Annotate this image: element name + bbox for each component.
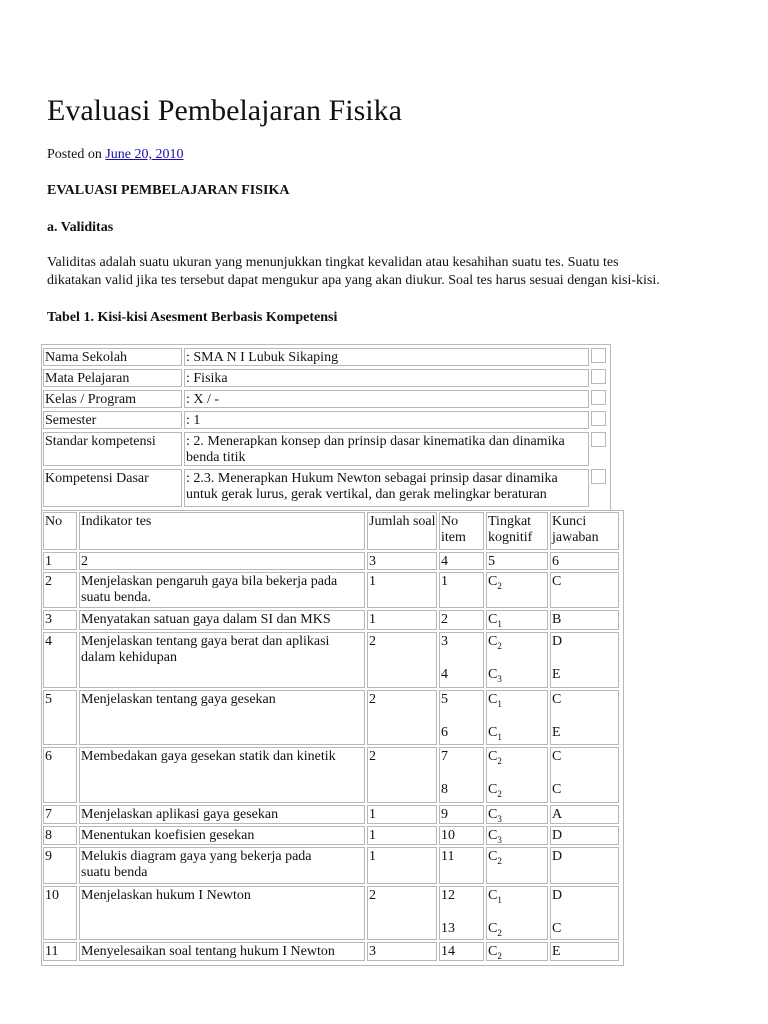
kunci-cell — [550, 747, 619, 803]
indikator-text: Menjelaskan pengaruh gaya bila bekerja pada — [81, 574, 338, 589]
item-cell — [439, 942, 484, 961]
kunci-jawaban: C — [552, 782, 562, 797]
kognitif-cell — [486, 610, 548, 630]
kognitif-subscript: 3 — [497, 813, 502, 824]
paragraph-line: dikatakan valid jika tes tersebut dapat mengukur apa yang akan diukur. Soal tes harus sesuai dengan kisi-kisi. — [47, 273, 660, 288]
info-value-cell — [184, 469, 589, 507]
header-text: No — [45, 514, 63, 529]
item-number: 12 — [441, 888, 455, 903]
header-cell — [79, 512, 365, 550]
info-label-cell — [43, 390, 182, 408]
item-cell — [439, 847, 484, 884]
row-number: 5 — [45, 692, 52, 707]
kognitif-letter: C — [488, 921, 498, 936]
row-number-cell — [43, 847, 77, 884]
indikator-text: Melukis diagram gaya yang bekerja pada — [81, 849, 312, 864]
indikator-text: Menjelaskan aplikasi gaya gesekan — [81, 807, 279, 822]
info-label-cell — [43, 432, 182, 466]
item-cell — [439, 886, 484, 940]
info-label-cell — [43, 369, 182, 387]
line-gap — [441, 765, 482, 782]
line-gap — [552, 904, 617, 921]
item-cell — [439, 632, 484, 688]
jumlah-cell — [367, 805, 437, 824]
kunci-cell — [550, 805, 619, 824]
header-cell — [439, 512, 484, 550]
kognitif-cell — [486, 826, 548, 845]
indikator-cell — [79, 847, 365, 884]
jumlah-cell — [367, 572, 437, 608]
row-number: 7 — [45, 807, 52, 822]
kognitif-level — [488, 749, 546, 765]
kunci-cell — [550, 942, 619, 961]
kognitif-level — [488, 612, 546, 628]
jumlah-cell — [367, 610, 437, 630]
jumlah-cell — [367, 632, 437, 688]
item-number: 4 — [441, 667, 448, 682]
header-text: Indikator tes — [81, 514, 152, 529]
post-meta — [47, 147, 184, 163]
validity-paragraph — [47, 254, 747, 290]
subsection-heading: a. Validitas — [47, 220, 114, 235]
jumlah-soal: 3 — [369, 554, 376, 569]
kognitif-level — [488, 692, 546, 708]
row-number: 9 — [45, 849, 52, 864]
kunci-jawaban: 6 — [552, 554, 559, 569]
indikator-text: Menyatakan satuan gaya dalam SI dan MKS — [81, 612, 331, 627]
kunci-cell — [550, 610, 619, 630]
kognitif-level — [488, 807, 546, 823]
kunci-cell — [550, 552, 619, 570]
kognitif-subscript: 2 — [497, 950, 502, 961]
indikator-cell — [79, 690, 365, 745]
indikator-text: Menjelaskan tentang gaya gesekan — [81, 692, 276, 707]
posted-prefix: Posted on — [47, 147, 102, 162]
row-number: 8 — [45, 828, 52, 843]
info-value-cell — [184, 348, 589, 366]
line-gap — [488, 708, 546, 725]
jumlah-soal: 1 — [369, 807, 376, 822]
info-value-cell — [184, 411, 589, 429]
item-cell — [439, 805, 484, 824]
row-number-cell — [43, 552, 77, 570]
posted-date-link[interactable]: June 20, 2010 — [105, 147, 184, 162]
jumlah-cell — [367, 690, 437, 745]
jumlah-soal: 1 — [369, 849, 376, 864]
info-empty-cell — [591, 469, 606, 484]
header-text: Kunci — [552, 514, 587, 529]
info-value: : X / - — [186, 392, 220, 407]
kognitif-letter: C — [488, 667, 498, 682]
item-number: 14 — [441, 944, 455, 959]
info-value: : SMA N I Lubuk Sikaping — [186, 350, 339, 365]
item-cell — [439, 690, 484, 745]
kognitif-level — [488, 828, 546, 844]
indikator-text: Menjelaskan hukum I Newton — [81, 888, 251, 903]
row-number: 6 — [45, 749, 52, 764]
indikator-cell — [79, 552, 365, 570]
item-cell — [439, 610, 484, 630]
kunci-jawaban: E — [552, 944, 561, 959]
row-number-cell — [43, 942, 77, 961]
paragraph-line: Validitas adalah suatu ukuran yang menunjukkan tingkat kevalidan atau kesahihan suatu tes. Suatu tes — [47, 255, 619, 270]
kognitif-letter: C — [488, 782, 498, 797]
kognitif-cell — [486, 572, 548, 608]
indikator-text: dalam kehidupan — [81, 650, 178, 665]
kognitif-level — [488, 888, 546, 904]
item-number: 8 — [441, 782, 448, 797]
info-value: : 2.3. Menerapkan Hukum Newton sebagai prinsip dasar dinamika — [186, 471, 558, 486]
table-caption: Tabel 1. Kisi-kisi Asesment Berbasis Kompetensi — [47, 310, 338, 325]
info-empty-cell — [591, 348, 606, 363]
header-cell — [43, 512, 77, 550]
header-cell — [486, 512, 548, 550]
header-text: kognitif — [488, 530, 533, 545]
kunci-cell — [550, 572, 619, 608]
kognitif-cell — [486, 886, 548, 940]
row-number-cell — [43, 632, 77, 688]
item-number: 4 — [441, 554, 448, 569]
jumlah-cell — [367, 552, 437, 570]
kunci-jawaban: C — [552, 749, 562, 764]
kognitif-subscript: 2 — [497, 855, 502, 866]
kognitif-subscript: 2 — [497, 755, 502, 766]
line-gap — [488, 650, 546, 667]
row-number: 10 — [45, 888, 59, 903]
indikator-cell — [79, 886, 365, 940]
kunci-jawaban: C — [552, 574, 562, 589]
post-title: Evaluasi Pembelajaran Fisika — [47, 94, 402, 127]
indikator-cell — [79, 747, 365, 803]
item-number: 10 — [441, 828, 455, 843]
info-value-cell — [184, 432, 589, 466]
item-cell — [439, 552, 484, 570]
info-value: untuk gerak lurus, gerak vertikal, dan gerak melingkar beraturan — [186, 487, 547, 502]
kognitif-letter: C — [488, 749, 498, 764]
kognitif-letter: C — [488, 612, 498, 627]
indikator-text: suatu benda. — [81, 590, 151, 605]
info-value: : 1 — [186, 413, 201, 428]
kognitif-subscript: 1 — [497, 894, 502, 905]
kognitif-level — [488, 782, 546, 798]
kunci-jawaban: E — [552, 667, 561, 682]
kunci-cell — [550, 847, 619, 884]
kognitif-letter: C — [488, 574, 498, 589]
kognitif-letter: C — [488, 692, 498, 707]
row-number: 2 — [45, 574, 52, 589]
kognitif-subscript: 1 — [497, 731, 502, 742]
kognitif-letter: C — [488, 828, 498, 843]
kunci-jawaban: C — [552, 921, 562, 936]
item-number: 7 — [441, 749, 448, 764]
info-value-cell — [184, 390, 589, 408]
kognitif-subscript: 1 — [497, 698, 502, 709]
kognitif-letter: C — [488, 807, 498, 822]
item-number: 2 — [441, 612, 448, 627]
competency-grid — [41, 510, 624, 966]
kognitif-level — [488, 921, 546, 937]
row-number-cell — [43, 690, 77, 745]
item-number: 11 — [441, 849, 455, 864]
row-number-cell — [43, 805, 77, 824]
header-text: No — [441, 514, 459, 529]
kognitif-cell — [486, 747, 548, 803]
jumlah-soal: 2 — [369, 749, 376, 764]
item-number: 1 — [441, 574, 448, 589]
kunci-jawaban: C — [552, 692, 562, 707]
info-empty-cell — [591, 411, 606, 426]
kunci-jawaban: A — [552, 807, 563, 822]
kognitif-level — [488, 944, 546, 960]
row-number: 1 — [45, 554, 52, 569]
info-table — [41, 344, 611, 511]
item-number: 3 — [441, 634, 448, 649]
kognitif-subscript: 1 — [497, 618, 502, 629]
kognitif-level — [488, 574, 546, 590]
jumlah-cell — [367, 942, 437, 961]
line-gap — [552, 650, 617, 667]
indikator-text: Menentukan koefisien gesekan — [81, 828, 255, 843]
header-cell — [367, 512, 437, 550]
info-label-cell — [43, 348, 182, 366]
kognitif-cell — [486, 632, 548, 688]
line-gap — [488, 765, 546, 782]
kognitif-cell — [486, 942, 548, 961]
info-label: Kelas / Program — [45, 392, 136, 407]
kognitif-letter: C — [488, 944, 498, 959]
kognitif-level — [488, 667, 546, 683]
info-empty-cell — [591, 390, 606, 405]
jumlah-soal: 1 — [369, 574, 376, 589]
header-cell — [550, 512, 619, 550]
kognitif-level — [488, 849, 546, 865]
kognitif-cell — [486, 690, 548, 745]
line-gap — [552, 765, 617, 782]
header-text: Tingkat — [488, 514, 532, 529]
indikator-cell — [79, 826, 365, 845]
kognitif-cell — [486, 847, 548, 884]
row-number: 4 — [45, 634, 52, 649]
line-gap — [441, 904, 482, 921]
kunci-jawaban: D — [552, 828, 563, 843]
kognitif-subscript: 2 — [497, 788, 502, 799]
item-number: 13 — [441, 921, 455, 936]
line-gap — [488, 904, 546, 921]
row-number-cell — [43, 747, 77, 803]
item-number: 6 — [441, 725, 448, 740]
kognitif-cell — [486, 805, 548, 824]
jumlah-soal: 1 — [369, 828, 376, 843]
indikator-cell — [79, 632, 365, 688]
info-label: Kompetensi Dasar — [45, 471, 149, 486]
kunci-cell — [550, 690, 619, 745]
info-label: Mata Pelajaran — [45, 371, 130, 386]
kognitif-letter: 5 — [488, 554, 495, 569]
row-number-cell — [43, 886, 77, 940]
info-label-cell — [43, 469, 182, 507]
kognitif-letter: C — [488, 888, 498, 903]
section-heading: EVALUASI PEMBELAJARAN FISIKA — [47, 183, 290, 198]
info-label: Nama Sekolah — [45, 350, 128, 365]
header-text: jawaban — [552, 530, 599, 545]
kognitif-subscript: 2 — [497, 927, 502, 938]
kognitif-subscript: 2 — [497, 640, 502, 651]
kunci-cell — [550, 886, 619, 940]
info-value: : 2. Menerapkan konsep dan prinsip dasar kinematika dan dinamika — [186, 434, 565, 449]
kognitif-letter: C — [488, 849, 498, 864]
header-text: Jumlah soal — [369, 514, 436, 529]
row-number: 3 — [45, 612, 52, 627]
kognitif-subscript: 2 — [497, 580, 502, 591]
jumlah-soal: 3 — [369, 944, 376, 959]
jumlah-soal: 2 — [369, 888, 376, 903]
kunci-jawaban: B — [552, 612, 562, 627]
item-cell — [439, 826, 484, 845]
jumlah-cell — [367, 847, 437, 884]
indikator-text: Menyelesaikan soal tentang hukum I Newton — [81, 944, 335, 959]
item-cell — [439, 747, 484, 803]
jumlah-cell — [367, 826, 437, 845]
info-value-cell — [184, 369, 589, 387]
kognitif-letter: C — [488, 634, 498, 649]
jumlah-cell — [367, 747, 437, 803]
jumlah-cell — [367, 886, 437, 940]
kognitif-level — [488, 634, 546, 650]
row-number-cell — [43, 826, 77, 845]
kunci-cell — [550, 632, 619, 688]
line-gap — [441, 708, 482, 725]
info-label-cell — [43, 411, 182, 429]
jumlah-soal: 1 — [369, 612, 376, 627]
indikator-text: suatu benda — [81, 865, 148, 880]
indikator-text: 2 — [81, 554, 88, 569]
kunci-jawaban: D — [552, 849, 563, 864]
kognitif-subscript: 3 — [497, 673, 502, 684]
info-empty-cell — [591, 432, 606, 447]
kognitif-cell — [486, 552, 548, 570]
row-number-cell — [43, 572, 77, 608]
header-text: item — [441, 530, 466, 545]
row-number: 11 — [45, 944, 59, 959]
indikator-cell — [79, 610, 365, 630]
row-number-cell — [43, 610, 77, 630]
item-number: 9 — [441, 807, 448, 822]
indikator-cell — [79, 805, 365, 824]
info-label: Standar kompetensi — [45, 434, 156, 449]
item-number: 5 — [441, 692, 448, 707]
info-empty-cell — [591, 369, 606, 384]
line-gap — [441, 650, 482, 667]
indikator-text: Membedakan gaya gesekan statik dan kinetik — [81, 749, 336, 764]
indikator-cell — [79, 942, 365, 961]
jumlah-soal: 2 — [369, 692, 376, 707]
info-value: : Fisika — [186, 371, 228, 386]
kunci-jawaban: D — [552, 888, 563, 903]
indikator-text: Menjelaskan tentang gaya berat dan aplikasi — [81, 634, 330, 649]
indikator-cell — [79, 572, 365, 608]
kognitif-level — [488, 554, 546, 570]
jumlah-soal: 2 — [369, 634, 376, 649]
kunci-cell — [550, 826, 619, 845]
kognitif-level — [488, 725, 546, 741]
kunci-jawaban: D — [552, 634, 563, 649]
kunci-jawaban: E — [552, 725, 561, 740]
kognitif-letter: C — [488, 725, 498, 740]
info-value: benda titik — [186, 450, 246, 465]
kognitif-subscript: 3 — [497, 834, 502, 845]
item-cell — [439, 572, 484, 608]
info-label: Semester — [45, 413, 97, 428]
line-gap — [552, 708, 617, 725]
